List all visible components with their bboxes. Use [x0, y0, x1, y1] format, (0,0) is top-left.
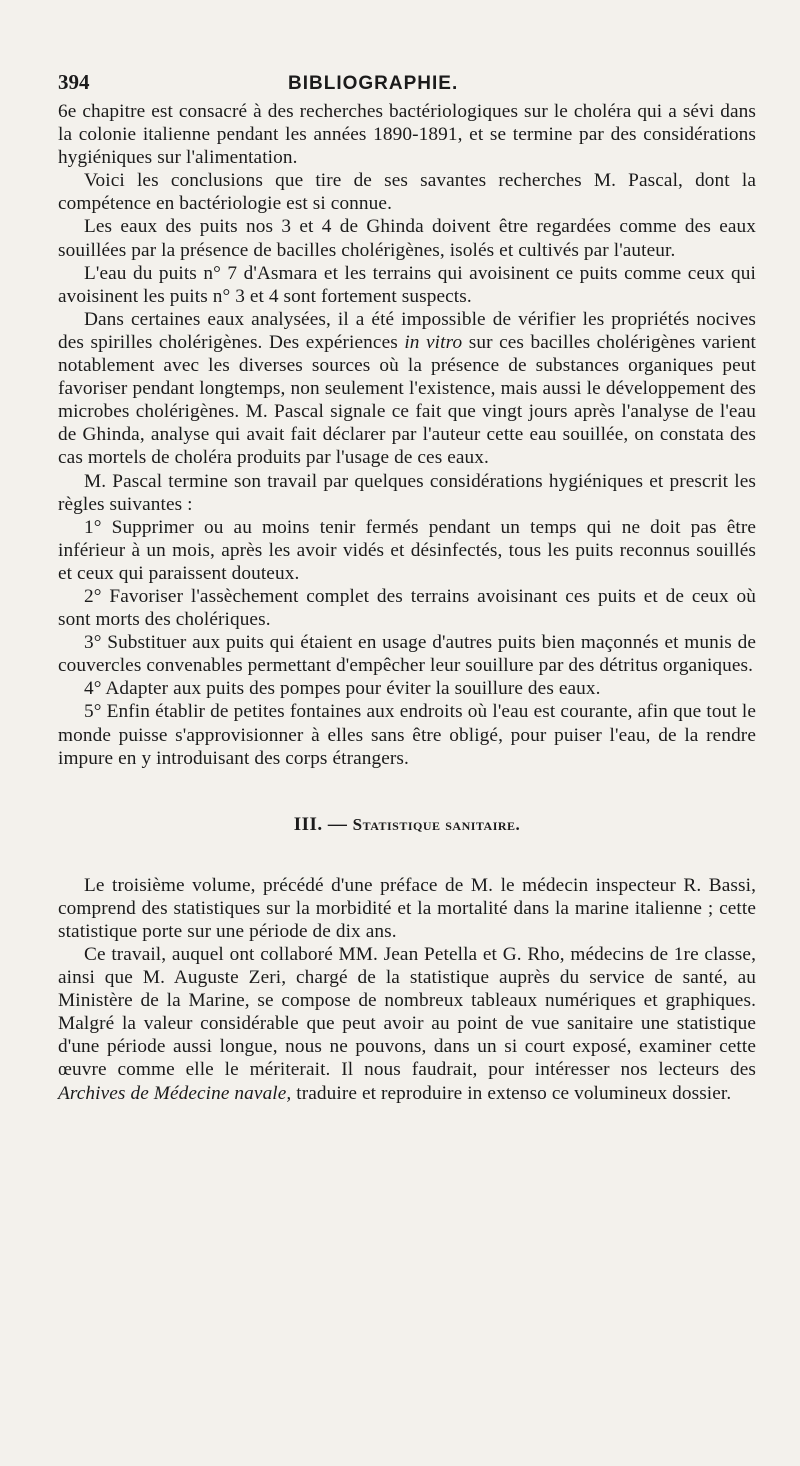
paragraph-chapter-6: 6e chapitre est consacré à des recherches bactériologiques sur le choléra qui a sévi dans la colonie italienne pendant les années 1890-1891, et se termine par des considérations hygiéniques sur l'alimentation. — [58, 101, 756, 169]
collaborators-text: Ce travail, auquel ont collaboré MM. Jean Petella et G. Rho, médecins de 1re classe, ainsi que M. Auguste Zeri, chargé de la statistique auprès du service de santé, au Ministère de la Marine, se compose de nombreux tableaux numériques et graphiques. Malgré la valeur considérable que peut avoir au point de vue sanitaire une statistique d'une période aussi longue, nous ne pouvons, dans un si court exposé, examiner cette œuvre comme elle le mériterait. Il nous faudrait, pour intéresser nos lecteurs des — [58, 944, 756, 1081]
in-vitro-italic: in vitro — [404, 331, 463, 353]
paragraph-in-vitro — [58, 308, 756, 470]
section-dash: — — [327, 813, 348, 835]
section-heading — [58, 814, 756, 836]
page-header — [58, 70, 756, 100]
in-vitro-before: Dans certaines eaux analysées, il a été impossible de vérifier les propriétés nocives des spirilles cholérigènes. Des expériences — [58, 308, 756, 353]
archives-title: Archives de Médecine navale, — [58, 1082, 292, 1104]
paragraph-collaborators — [58, 943, 756, 1105]
paragraph-asmara-well: L'eau du puits n° 7 d'Asmara et les terrains qui avoisinent ce puits comme ceux qui avoisinent les puits n° 3 et 4 sont fortement suspects. — [58, 262, 756, 307]
paragraph-ghinda-wells: Les eaux des puits nos 3 et 4 de Ghinda doivent être regardées comme des eaux souillées par la présence de bacilles cholérigènes, isolés et cultivés par l'auteur. — [58, 216, 756, 261]
rule-1: 1° Supprimer ou au moins tenir fermés pendant un temps qui ne doit pas être inférieur à un mois, après les avoir vidés et désinfectés, tous les puits reconnus souillés et ceux qui paraissent douteux. — [58, 516, 756, 584]
section-numeral: III. — [293, 813, 323, 835]
page-number: 394 — [58, 70, 90, 94]
rule-4: 4° Adapter aux puits des pompes pour éviter la souillure des eaux. — [84, 678, 601, 700]
rule-5: 5° Enfin établir de petites fontaines aux endroits où l'eau est courante, afin que tout le monde puisse s'approvisionner à elles sans être obligé, pour puiser l'eau, de la rendre impure en y introduisant des corps étrangers. — [58, 701, 756, 769]
rule-3: 3° Substituer aux puits qui étaient en usage d'autres puits bien maçonnés et munis de couvercles convenables permettant d'empêcher leur souillure par des détritus organiques. — [58, 632, 756, 677]
paragraph-conclusions-intro: Voici les conclusions que tire de ses savantes recherches M. Pascal, dont la compétence en bactériologie est si connue. — [58, 170, 756, 215]
paragraph-rules-intro: M. Pascal termine son travail par quelques considérations hygiéniques et prescrit les règles suivantes : — [58, 470, 756, 515]
body-text-section-3 — [58, 874, 756, 1105]
paragraph-third-volume: Le troisième volume, précédé d'une préface de M. le médecin inspecteur R. Bassi, comprend des statistiques sur la morbidité et la mortalité dans la marine italienne ; cette statistique porte sur une période de dix ans. — [58, 874, 756, 942]
running-head: BIBLIOGRAPHIE. — [288, 73, 459, 94]
section-title: Statistique sanitaire. — [352, 814, 521, 834]
closing-text: traduire et reproduire in extenso ce volumineux dossier. — [296, 1082, 732, 1104]
in-vitro-after: sur ces bacilles cholérigènes varient notablement avec les diverses sources où la présence de substances organiques peut favoriser pendant longtemps, non seulement l'existence, mais aussi le développement des microbes cholérigènes. M. Pascal signale ce fait que vingt jours après l'analyse de l'eau de Ghinda, analyse qui avait fait déclarer par l'auteur cette eau souillée, on constata des cas mortels de choléra produits par l'usage de ces eaux. — [58, 331, 757, 469]
body-text — [58, 100, 756, 770]
rule-2: 2° Favoriser l'assèchement complet des terrains avoisinant ces puits et de ceux où sont morts des cholériques. — [58, 585, 756, 631]
